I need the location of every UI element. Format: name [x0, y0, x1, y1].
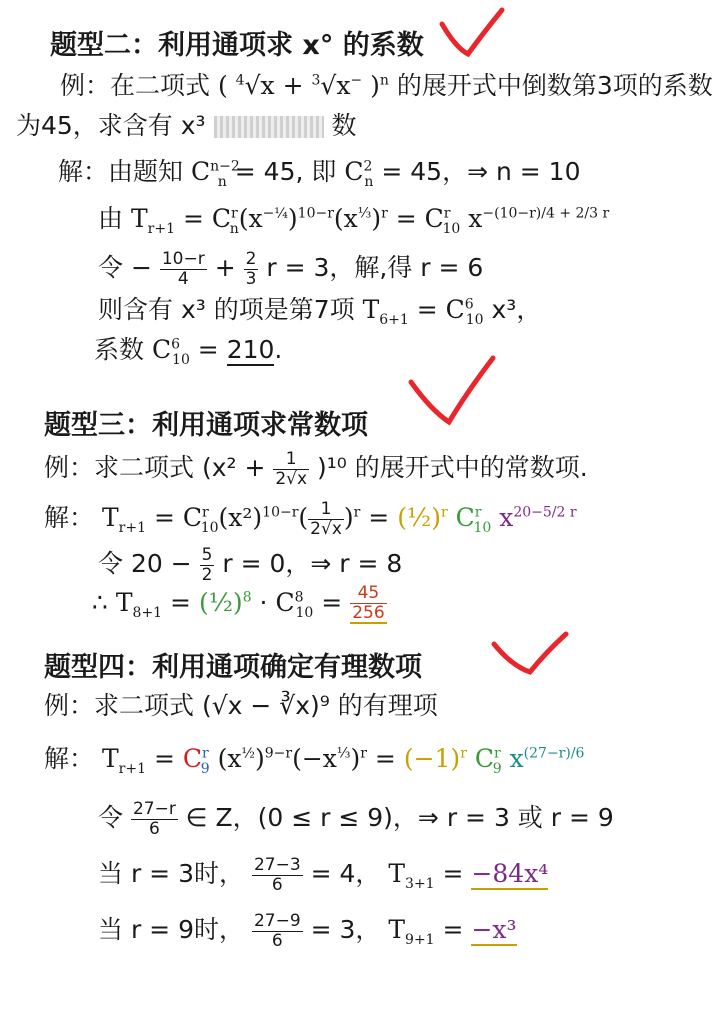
section4-title: 题型四：利用通项确定有理数项 [44, 652, 422, 683]
sol5-end: . [274, 335, 283, 364]
sol4-text: 当 r = 9时， [98, 915, 244, 945]
example-text: 例：求二项式 (x² + [44, 453, 274, 483]
sol3-end: r = 3，解,得 r = 6 [266, 253, 484, 283]
check-mark-icon [405, 352, 500, 430]
example-line2-end: 数 [331, 111, 357, 140]
example-line2: 为45，求含有 x³ [16, 111, 206, 140]
fraction: $\frac{27-r}{6}$ [132, 799, 176, 839]
section2-example: 例：在二项式 ( $^4$√x + $^3$√x− )$^n$ 的展开式中倒数第3项的系数 [60, 71, 713, 100]
sol4-end: x³， [491, 295, 542, 324]
section2-sol5: 系数 $C^6_{10} = 210$. [94, 335, 283, 368]
section3-sol3: ∴ $T_{8+1}$ = (½)$^8$ · $C^8_{10}$ = $\frac{45}{256}$ [92, 583, 385, 623]
fraction: $\frac{27-9}{6}$ [253, 911, 301, 951]
sol4-mid: = 3， [310, 915, 381, 945]
solution-label: 解： [44, 503, 95, 533]
section3-title: 题型三：利用通项求常数项 [44, 410, 368, 441]
sol2-mid: ∈ Z，(0 ≤ r ≤ 9)，⇒ r = 3 或 r = 9 [185, 803, 614, 833]
sol2-text: 令 20 − [98, 549, 192, 579]
answer-1: −84x⁴ [471, 859, 549, 889]
example-end: )¹⁰ 的展开式中的常数项. [317, 453, 588, 483]
sol4-text: 则含有 x³ 的项是第7项 [98, 295, 355, 324]
section2-example-line2 [16, 112, 357, 141]
sol2-text: 由 [98, 204, 124, 233]
section4-sol3: 当 r = 3时， $\frac{27-3}{6}$ = 4， $T_{3+1} = -84x^4$ [98, 855, 549, 895]
redacted-area [214, 116, 324, 138]
fraction: $\frac{1}{2√x}$ [310, 499, 342, 539]
section3-sol2 [98, 546, 402, 584]
check-mark-icon [438, 6, 508, 62]
section4-sol2 [98, 800, 614, 838]
section2-title: 题型二：利用通项求 x° 的系数 [50, 30, 424, 61]
section3-example [44, 450, 588, 488]
fraction: $\frac{27-3}{6}$ [253, 855, 301, 895]
section4-sol1: 解： $T_{r+1} = C^r_9$ $(x^{\frac{1}{2}})^{9-r}(-x^{\frac{1}{3}})^r = (-1)^r$ $C^r_9$ $x^{(27-r)/6}$ [44, 744, 585, 777]
sol2-text: 令 [98, 803, 124, 833]
answer-2: −x³ [471, 915, 517, 945]
section4-example: 例：求二项式 (√x − ∛x)⁹ 的有理项 [44, 691, 438, 720]
section4-sol4: 当 r = 9时， $\frac{27-9}{6}$ = 3， $T_{9+1} = -x^3$ [98, 911, 517, 951]
section2-sol4: 则含有 x³ 的项是第7项 $T_{6+1} = C^6_{10}$ x³， [98, 295, 542, 328]
section2-sol3 [98, 250, 483, 288]
sol1-end: = 45，⇒ n = 10 [381, 157, 581, 186]
fraction: $\frac{2}{3}$ [245, 249, 257, 289]
section2-sol1: 解：由题知 $C^{n-2}_n = 45$, 即 $C^2_n = 45$，⇒ n = 10 [58, 157, 581, 190]
section3-sol1: 解： $T_{r+1} = C^r_{10}(x^2)^{10-r}$( $\frac{1}{2√x}$ )$^r$ = (½)$^r$ $C^r_{10}$ $x^{20-5/2 r}$ [44, 499, 577, 539]
solution-label: 解： [58, 157, 109, 186]
sol2-end: r = 0，⇒ r = 8 [222, 549, 403, 579]
sol3-text: 当 r = 3时， [98, 859, 244, 889]
sol3-mid: = 4， [310, 859, 381, 889]
fraction: $\frac{5}{2}$ [201, 545, 213, 585]
check-mark-icon [490, 630, 570, 678]
sol1-text: 由题知 [108, 157, 184, 186]
section2-sol2: 由 $T_{r+1} = C^r_n(x^{-\frac{1}{4}})^{10-r}(x^{\frac{1}{3}})^r = C^r_{10}$ $x^{-(10-r)/4 + 2/3 r}$ [98, 204, 610, 237]
example-suffix: 的展开式中倒数第3项的系数 [396, 71, 713, 100]
fraction: $\frac{10-r}{4}$ [161, 249, 205, 289]
sol1-rest: = 45, 即 [234, 157, 337, 186]
answer-210: 210 [226, 335, 275, 364]
fraction: $\frac{1}{2√x}$ [275, 449, 308, 489]
sol3-mid: + [214, 253, 236, 283]
solution-label: 解： [44, 744, 95, 773]
example-prefix: 例：在二项式 [60, 71, 211, 100]
sol3-text: 令 − [98, 253, 152, 283]
answer-fraction: $\frac{45}{256}$ [352, 583, 385, 623]
sol5-text: 系数 [94, 335, 145, 364]
therefore-symbol: ∴ [92, 588, 108, 618]
